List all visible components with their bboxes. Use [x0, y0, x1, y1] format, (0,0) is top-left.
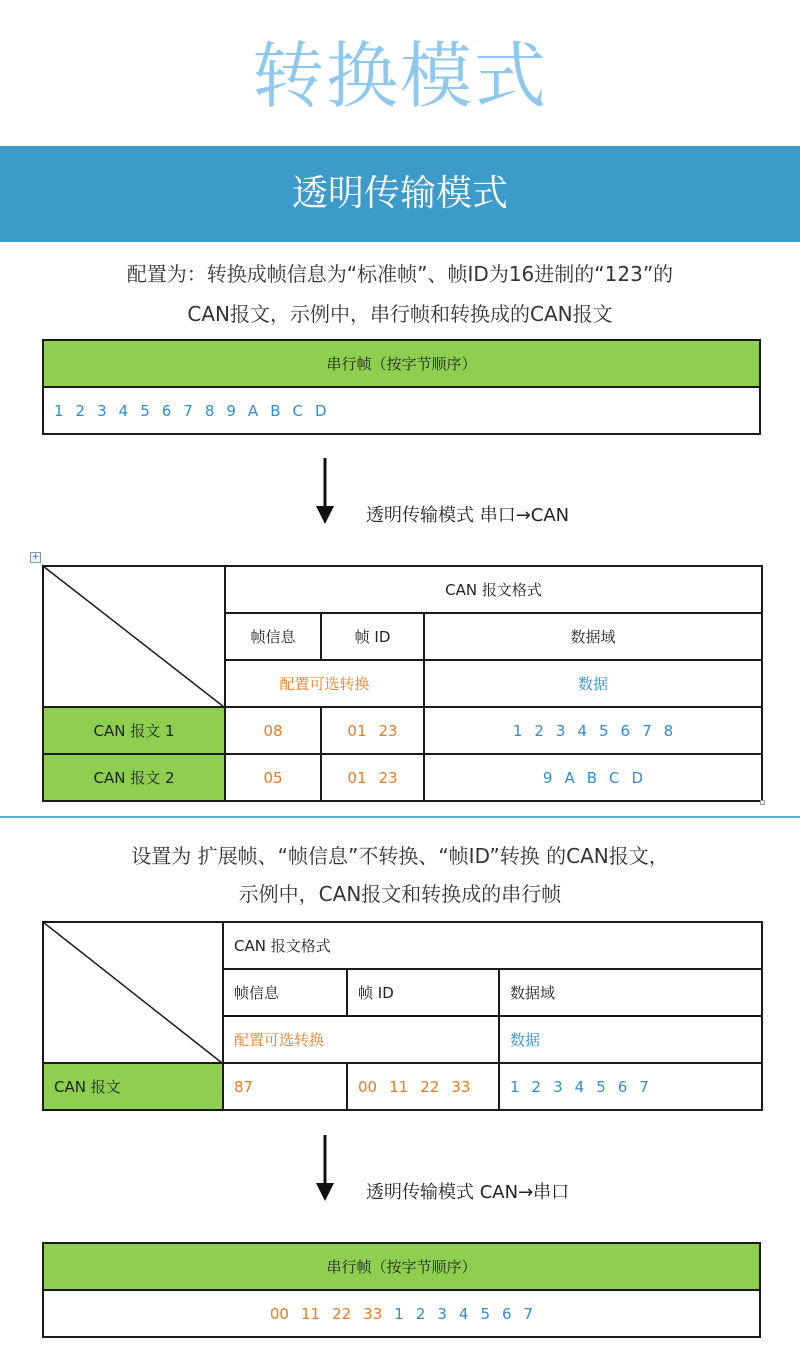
table-row [43, 1063, 762, 1110]
data-byte: 8 [663, 721, 674, 740]
data-byte: 5 [599, 721, 609, 740]
data-byte: A [564, 768, 575, 787]
data-label: 数据 [424, 660, 762, 707]
serial-byte: 5 [140, 401, 150, 420]
down-arrow-icon [313, 1135, 337, 1203]
serial-byte: 7 [183, 401, 193, 420]
data-byte: 1 [510, 1077, 520, 1096]
serial-byte: 8 [204, 401, 215, 420]
section2-desc-line2: 示例中，CAN报文和转换成的串行帧 [238, 882, 562, 906]
serial-byte: B [270, 401, 281, 420]
table-resize-handle[interactable] [760, 800, 765, 805]
serial-byte: 2 [75, 401, 86, 420]
data-value [424, 707, 762, 754]
col-frame-id: 帧 ID [321, 613, 424, 660]
data-byte: 4 [577, 721, 587, 740]
data-byte: 7 [639, 1077, 649, 1096]
serial-frame-table-2 [42, 1242, 761, 1338]
frame-info-value: 87 [223, 1063, 347, 1110]
id-byte: 33 [451, 1077, 471, 1096]
data-byte: 4 [574, 1077, 585, 1096]
serial-byte: C [292, 401, 303, 420]
serial-byte: 9 [226, 401, 236, 420]
data-byte: 3 [553, 1077, 563, 1096]
data-value [499, 1063, 762, 1110]
id-byte: 11 [389, 1077, 409, 1096]
arrow-label-serial-to-can: 透明传输模式 串口→CAN [366, 505, 570, 526]
data-byte: 6 [620, 721, 631, 740]
data-byte: 3 [555, 721, 566, 740]
diagonal-line [43, 566, 224, 707]
data-byte: 2 [534, 721, 544, 740]
serial-frame-bytes [43, 1290, 760, 1337]
data-byte: 7 [642, 721, 652, 740]
serial-byte: 4 [118, 401, 129, 420]
data-byte: 6 [617, 1077, 628, 1096]
data-value [424, 754, 762, 801]
arrow-label-can-to-serial: 透明传输模式 CAN→串口 [366, 1182, 570, 1203]
serial-id-byte: 00 [269, 1304, 289, 1323]
frame-id-value [347, 1063, 499, 1110]
serial-data-byte: 4 [458, 1304, 469, 1323]
frame-id-value [321, 707, 424, 754]
banner-title: 透明传输模式 [291, 173, 508, 214]
data-byte: C [609, 768, 620, 787]
serial-frame-header: 串行帧（按字节顺序） [43, 340, 760, 387]
table-move-handle-icon[interactable]: + [31, 552, 40, 562]
config-optional-label: 配置可选转换 [223, 1016, 499, 1063]
serial-byte: 1 [54, 401, 64, 420]
data-byte: 9 [542, 768, 553, 787]
serial-data-byte: 2 [415, 1304, 426, 1323]
serial-byte: A [247, 401, 259, 420]
col-frame-info: 帧信息 [225, 613, 321, 660]
data-byte: 5 [596, 1077, 606, 1096]
down-arrow-icon [313, 458, 337, 526]
table-row [43, 754, 762, 801]
section1-desc-line2: CAN报文，示例中，串行帧和转换成的CAN报文 [187, 302, 613, 326]
serial-byte: 3 [97, 401, 107, 420]
serial-data-byte: 3 [437, 1304, 447, 1323]
serial-id-byte: 11 [300, 1304, 321, 1323]
serial-data-byte: 1 [394, 1304, 404, 1323]
id-byte: 23 [378, 768, 398, 787]
can-message-label: CAN 报文 2 [43, 754, 225, 801]
can-message-label: CAN 报文 1 [43, 707, 225, 754]
data-byte: D [631, 768, 644, 787]
id-byte: 01 [347, 768, 367, 787]
col-data-field: 数据域 [499, 969, 762, 1016]
table-row [43, 707, 762, 754]
config-optional-label: 配置可选转换 [225, 660, 424, 707]
frame-info-value: 08 [225, 707, 321, 754]
serial-byte: 6 [161, 401, 172, 420]
serial-data-byte: 6 [502, 1304, 512, 1323]
col-frame-info: 帧信息 [223, 969, 347, 1016]
can-message-label: CAN 报文 [43, 1063, 223, 1110]
data-byte: B [586, 768, 598, 787]
id-byte: 00 [358, 1077, 378, 1096]
serial-data-byte: 7 [523, 1304, 534, 1323]
col-frame-id: 帧 ID [347, 969, 499, 1016]
serial-id-byte: 22 [332, 1304, 352, 1323]
data-byte: 1 [512, 721, 523, 740]
can-format-title: CAN 报文格式 [225, 566, 762, 613]
serial-frame-table-1 [42, 339, 761, 435]
serial-frame-bytes [43, 387, 760, 434]
data-label: 数据 [499, 1016, 762, 1063]
frame-id-value [321, 754, 424, 801]
page-title: 转换模式 [251, 34, 548, 118]
can-format-title: CAN 报文格式 [223, 922, 762, 969]
col-data-field: 数据域 [424, 613, 762, 660]
id-byte: 22 [420, 1077, 440, 1096]
mode-banner [0, 146, 800, 242]
serial-data-byte: 5 [480, 1304, 490, 1323]
id-byte: 01 [347, 721, 367, 740]
serial-id-byte: 33 [363, 1304, 383, 1323]
serial-byte: D [314, 401, 327, 420]
frame-info-value: 05 [225, 754, 321, 801]
section-divider [0, 816, 800, 818]
serial-frame-header: 串行帧（按字节顺序） [43, 1243, 760, 1290]
diagonal-line [43, 922, 222, 1063]
section1-desc-line1: 配置为：转换成帧信息为“标准帧”、帧ID为16进制的“123”的 [126, 262, 674, 286]
data-byte: 2 [531, 1077, 542, 1096]
id-byte: 23 [378, 721, 398, 740]
section2-desc-line1: 设置为 扩展帧、“帧信息”不转换、“帧ID”转换 的CAN报文， [131, 844, 669, 868]
